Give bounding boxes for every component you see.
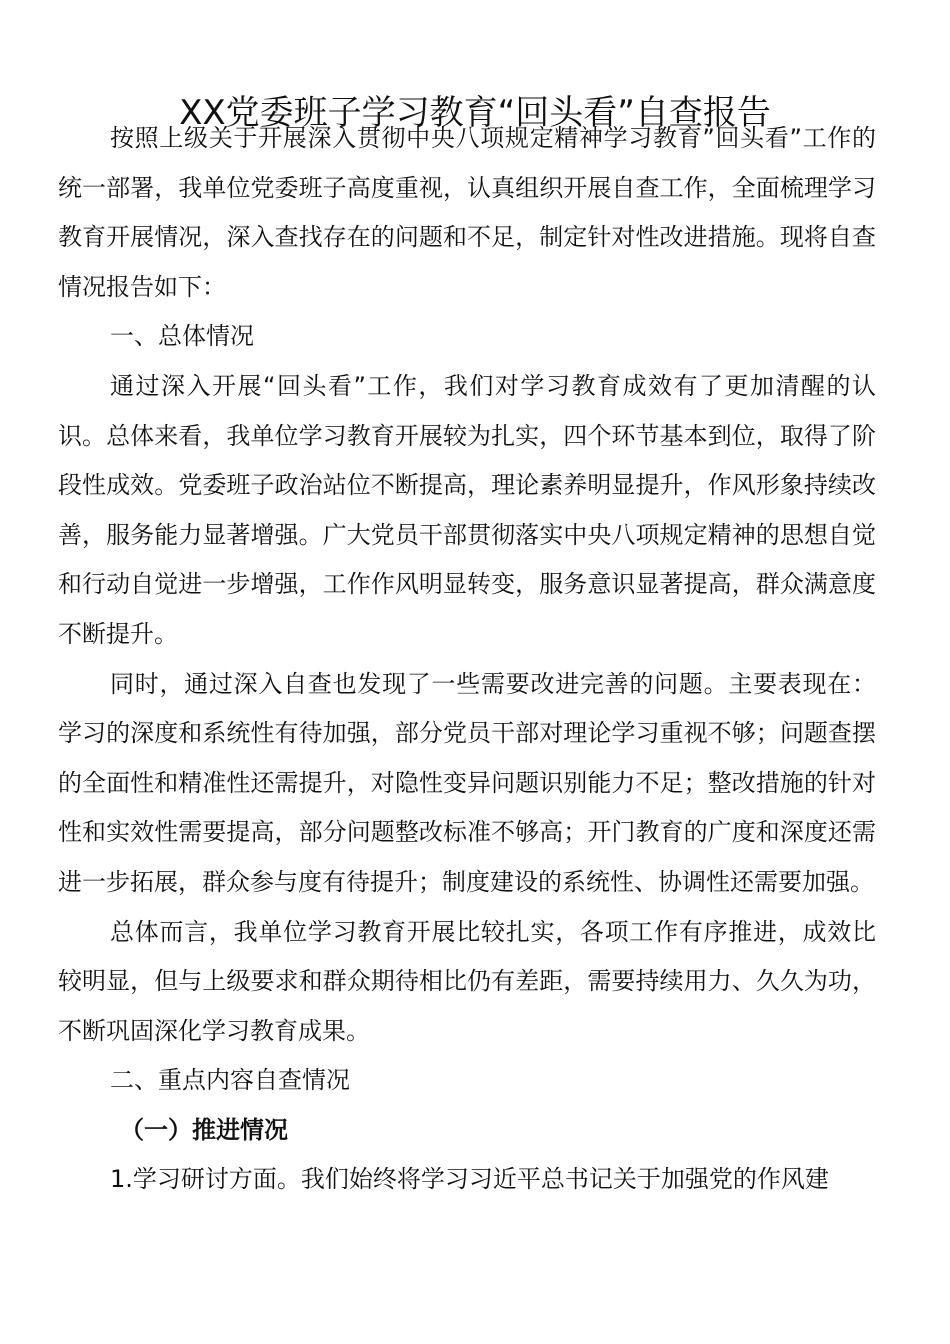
document-title: XX党委班子学习教育“回头看”自查报告 (179, 92, 771, 133)
document-body (58, 114, 876, 1205)
intro-paragraph: 按照上级关于开展深入贯彻中央八项规定精神学习教育”回头看”工作的统一部署，我单位党委班子高度重视，认真组织开展自查工作，全面梳理学习教育开展情况，深入查找存在的问题和不足，制定针对性改进措施。现将自查情况报告如下： (58, 124, 876, 301)
overall-paragraph-1: 通过深入开展“回头看”工作，我们对学习教育成效有了更加清醒的认识。总体来看，我单位学习教育开展较为扎实，四个环节基本到位，取得了阶段性成效。党委班子政治站位不断提高，理论素养明显提升，作风形象持续改善，服务能力显著增强。广大党员干部贯彻落实中央八项规定精神的思想自觉和行动自觉进一步增强，工作作风明显转变，服务意识显著提高，群众满意度不断提升。 (58, 371, 876, 648)
section-heading-overall: 一、总体情况 (110, 322, 254, 351)
overall-paragraph-3: 总体而言，我单位学习教育开展比较扎实，各项工作有序推进，成效比较明显，但与上级要求和群众期待相比仍有差距，需要持续用力、久久为功，不断巩固深化学习教育成果。 (58, 917, 876, 1045)
section-heading-key-content: 二、重点内容自查情况 (110, 1066, 350, 1095)
subsection-heading-progress: （一）推进情况 (120, 1115, 288, 1144)
overall-paragraph-2: 同时，通过深入自查也发现了一些需要改进完善的问题。主要表现在：学习的深度和系统性有待加强，部分党员干部对理论学习重视不够；问题查摆的全面性和精准性还需提升，对隐性变异问题识别能力不足；整改措施的针对性和实效性需要提高，部分问题整改标准不够高；开门教育的广度和深度还需进一步拓展，群众参与度有待提升；制度建设的系统性、协调性还需要加强。 (58, 669, 876, 896)
item-study-discussion: 1.学习研讨方面。我们始终将学习习近平总书记关于加强党的作风建 (110, 1165, 829, 1194)
